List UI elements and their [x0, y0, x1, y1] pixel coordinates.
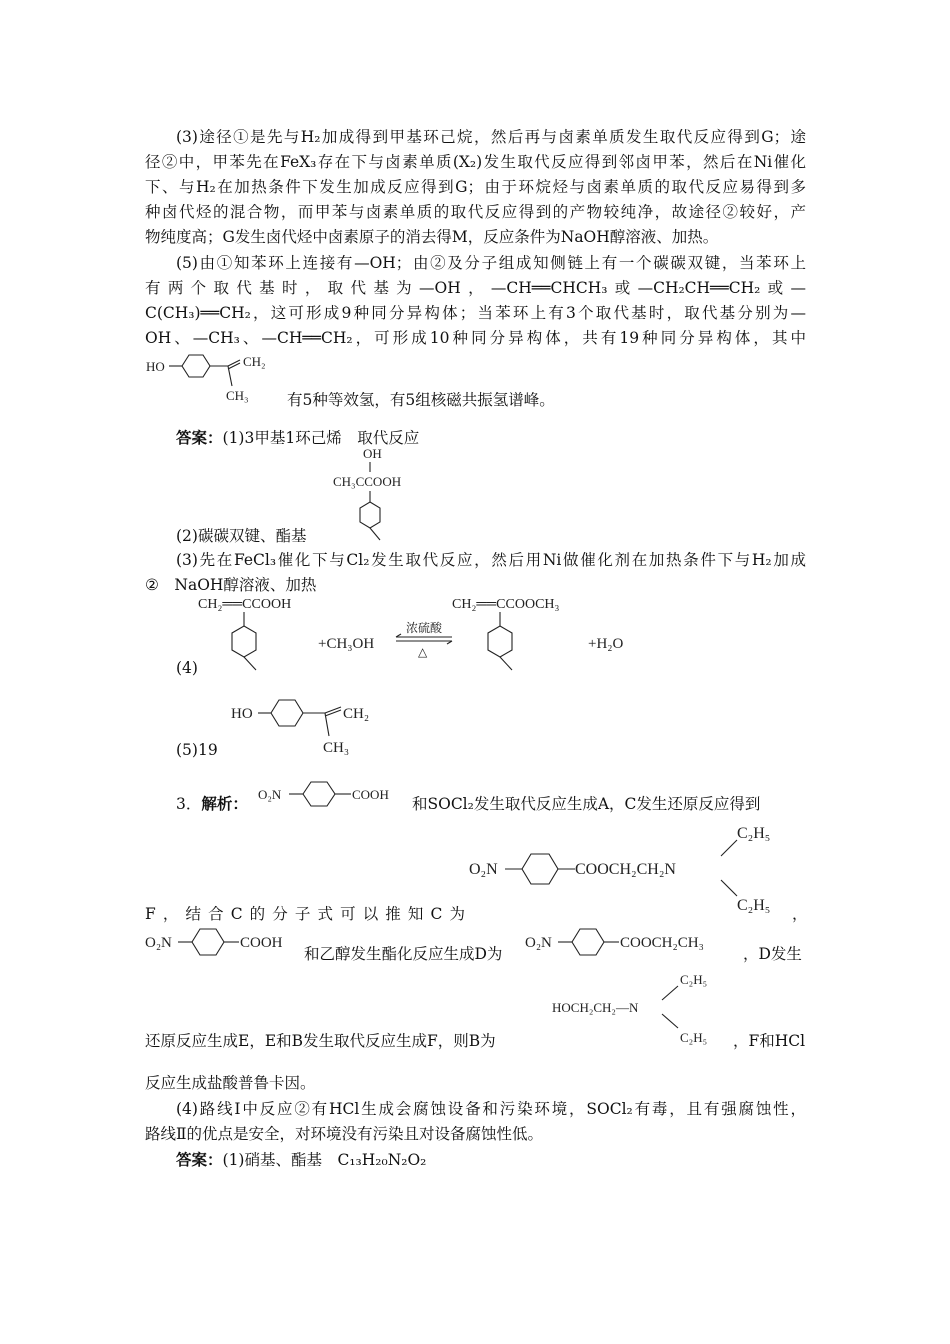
q3-number: 3．	[176, 795, 202, 813]
structure-diethylaminoethanol	[548, 966, 728, 1056]
methanol-label: +CH₃OH	[318, 636, 375, 652]
reaction-esterification	[190, 590, 650, 685]
sec5-line-2: 有两个取代基时，取代基为—OH，—CH══CHCH₃或—CH₂CH══CH₂或—	[145, 279, 806, 297]
ch3-label-large: CH₃	[323, 740, 350, 756]
sec5-line-4: OH、—CH₃、—CH══CH₂，可形成10种同分异构体，共有19种同分异构体，其中	[145, 329, 806, 347]
structure-ethyl-nitrobenzoate	[522, 924, 748, 960]
structure-isopropenylphenol-large	[225, 690, 405, 760]
q3-answer-1: (1)硝基、酯基 C₁₃H₂₀N₂O₂	[222, 1151, 427, 1169]
hoch2ch2n-label: HOCH₂CH₂—N	[552, 1000, 639, 1015]
heat-label: △	[418, 645, 428, 659]
o2n-label-f: O₂N	[469, 861, 498, 878]
structure-nitrobenzoic-acid-1	[255, 776, 415, 812]
q3-line-3b: ，D发生	[743, 945, 802, 963]
oh-label: OH	[363, 446, 382, 461]
answer-label: 答案：	[176, 428, 223, 447]
o2n-label: O₂N	[258, 787, 282, 802]
structure-procaine-nitro	[465, 818, 795, 918]
answer-line-2: (2)碳碳双键、酯基	[176, 527, 307, 545]
c2h5-bottom-f: C₂H₅	[737, 897, 771, 914]
q3-line-2-end: ，	[792, 905, 808, 923]
ho-label: HO	[146, 359, 165, 374]
q3-line-4a: 还原反应生成E，E和B发生取代反应生成F，则B为	[145, 1032, 496, 1050]
structure-isopropenylphenol-small	[140, 350, 300, 410]
cooh-label: COOH	[352, 787, 389, 802]
sec3-line-3: 下、与H₂在加热条件下发生加成反应得到G；由于环烷烃与卤素单质的取代反应易得到多	[145, 178, 806, 196]
ch2-label: CH₂	[243, 354, 266, 369]
q3-part4-line-2: 路线Ⅱ的优点是安全，对环境没有污染且对设备腐蚀性低。	[145, 1125, 544, 1143]
sec3-line-2: 径②中，甲苯先在FeX₃存在下与卤素单质(X₂)发生取代反应得到邻卤甲苯，然后在Ni催化	[145, 153, 806, 171]
c2h5-top-b: C₂H₅	[680, 972, 708, 987]
answer-line-5: (5)19	[176, 741, 218, 759]
c2h5-top-f: C₂H₅	[737, 825, 771, 842]
structure-hydroxy-acid	[325, 444, 455, 548]
answer-line-3: (3)先在FeCl₃催化下与Cl₂发生取代反应，然后用Ni做催化剂在加热条件下与H₂加成	[176, 551, 806, 569]
sec3-line-1: (3)途径①是先与H₂加成得到甲基环己烷，然后再与卤素单质发生取代反应得到G；途	[176, 128, 806, 146]
o2n-label-d: O₂N	[525, 935, 552, 951]
product-ester-label: CH₂══CCOOCH₃	[452, 597, 560, 612]
q3-analysis-label: 解析：	[201, 794, 248, 813]
sec3-line-4: 种卤代烃的混合物，而甲苯与卤素单质的取代反应得到的产物较纯净，故途径②较好，产	[145, 203, 806, 221]
ho-label-large: HO	[231, 706, 253, 722]
q3-answer-label: 答案：	[176, 1150, 223, 1169]
q3-line-4b: ，F和HCl	[733, 1032, 806, 1050]
q3-number-label	[176, 794, 248, 814]
sec5-line-3: C(CH₃)══CH₂，这可形成9种同分异构体；当苯环上有3个取代基时，取代基分别为—	[145, 304, 806, 322]
ch3ccooh-label: CH₃CCOOH	[333, 474, 402, 489]
sec5-line-5: 有5种等效氢，有5组核磁共振氢谱峰。	[287, 391, 555, 409]
answer-1-text: (1)3甲基1环己烯 取代反应	[222, 429, 420, 447]
answer-line-3b: ② NaOH醇溶液、加热	[145, 576, 317, 594]
o2n-label-c: O₂N	[145, 935, 172, 951]
cooh-label-c: COOH	[240, 935, 283, 951]
q3-part4-line-1: (4)路线Ⅰ中反应②有HCl生成会腐蚀设备和污染环境，SOCl₂有毒，且有强腐蚀性，	[176, 1100, 806, 1118]
sec5-line-1: (5)由①知苯环上连接有—OH；由②及分子组成知侧链上有一个碳碳双键，当苯环上	[176, 254, 806, 272]
q3-line-2: F，结合C的分子式可以推知C为	[145, 905, 465, 923]
ester-chain-d: COOCH₂CH₃	[620, 935, 704, 951]
q3-line-3a: 和乙醇发生酯化反应生成D为	[304, 945, 503, 963]
reactant-acid-label: CH₂══CCOOH	[198, 597, 292, 612]
water-label: +H₂O	[588, 636, 624, 652]
structure-nitrobenzoic-acid-2	[142, 924, 307, 960]
catalyst-label: 浓硫酸	[406, 621, 443, 635]
answer-line-4: (4)	[176, 659, 198, 677]
q3-answer-line	[176, 1150, 426, 1170]
ch2-label-large: CH₂	[343, 706, 370, 722]
ester-chain-f: COOCH₂CH₂N	[575, 861, 676, 878]
ch3-label: CH₃	[226, 388, 249, 403]
c2h5-bottom-b: C₂H₅	[680, 1030, 708, 1045]
q3-line-1: 和SOCl₂发生取代反应生成A，C发生还原反应得到	[412, 795, 761, 813]
sec3-line-5: 物纯度高；G发生卤代烃中卤素原子的消去得M，反应条件为NaOH醇溶液、加热。	[145, 228, 719, 246]
q3-line-5: 反应生成盐酸普鲁卡因。	[145, 1074, 316, 1092]
